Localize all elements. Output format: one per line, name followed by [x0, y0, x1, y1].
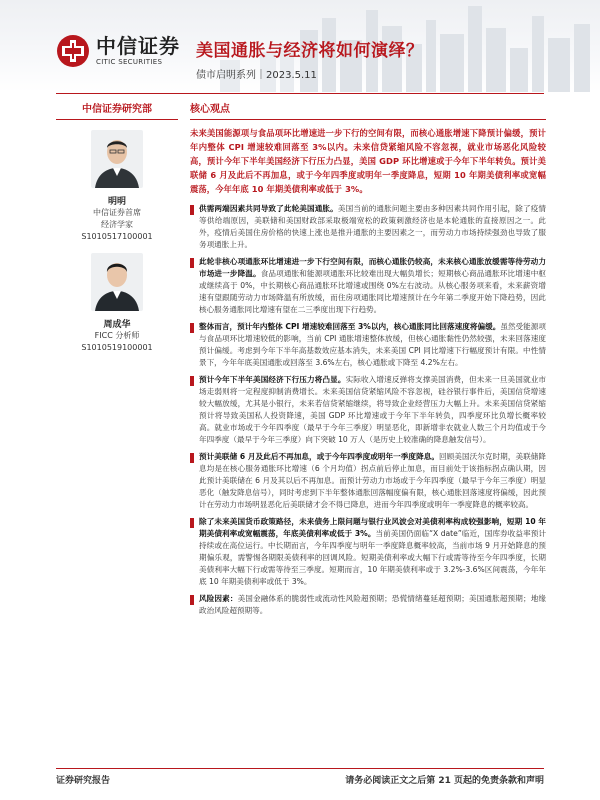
key-point — [190, 321, 546, 369]
key-point-body: 回顾美国沃尔克时期，美联储降息均是在核心服务通胀环比增速（6 个月均值）拐点前后停止加息，而目前处于该指标拐点确认期，因此预计美联储在 6 月及其以后不再加息。而预计劳动力市场或于今年四季度（最早于今年三季度）明显恶化（触发降息信号），同时考虑到下半年整体通胀回落幅度偏有限，核心通胀回落速度将偏缓，因此预计在劳动力市场明显恶化后美联储才会不得已降息，进而今年四季度或明年一季度降息的概率较高。 — [199, 452, 546, 509]
analyst-card — [56, 130, 178, 243]
analyst-license: S1010519100001 — [81, 343, 153, 352]
key-point-body: 美国金融体系的脆弱性或流动性风险超预期；恐慌情绪蔓延超预期；美国通胀超预期；地缘政治风险超预期等。 — [199, 594, 547, 615]
key-point-lead: 供需两端因素共同导致了此轮美国通胀。 — [199, 204, 338, 213]
brand-name-cn: 中信证券 — [96, 34, 180, 58]
bullet-marker — [190, 323, 194, 333]
section-title: 核心观点 — [190, 100, 546, 120]
footer-label: 证券研究报告 — [56, 776, 111, 786]
key-point-lead: 此轮非核心项通胀环比增速进一步下行空间有限，而核心通胀仍较高，未来核心通胀放缓需等待劳动力市场进一步降温。 — [199, 257, 546, 278]
bullet-marker — [190, 453, 194, 463]
key-point-body: 当前美国仍面临“X date”临近，国库券收益率预计持续或在高位运行。中长期而言，今年四季度与明年一季度降息概率较高，当前市场 9 月开始降息的预期偏乐观，需警惕各期限美债利率的回调风险。短期美债利率或大幅下行或需等待至今年四季度，长期美债利率大幅下行或需等待至三季度。短期而言，10 年期美债利率或于 3.2%-3.6%区间震荡，今年年底 10 年期美债利率或低于 3%。 — [199, 529, 546, 586]
bullet-marker — [190, 205, 194, 215]
key-points-list — [190, 203, 546, 617]
bullet-marker — [190, 518, 194, 528]
key-point — [190, 451, 546, 511]
key-point-body: 虽然受能源项与食品项环比增速较低的影响，当前 CPI 通胀增速整体放缓，但核心通胀黏性仍然较强，未来回落速度预计偏缓。考虑到今年下半年高基数效应基本消失，未来美国 CPI 同比增速下行幅度预计有限。中性情景下，今年年底美国通胀或回落至 3.6%左右，核心通胀或下降至 4.2%左右。 — [199, 322, 546, 367]
analyst-photo — [91, 253, 143, 311]
key-point — [190, 593, 546, 617]
core-views — [190, 100, 546, 622]
key-point — [190, 374, 546, 446]
analyst-license: S1010517100001 — [81, 232, 153, 241]
footer-divider — [56, 768, 544, 769]
key-point — [190, 516, 546, 588]
citic-logo — [56, 34, 180, 68]
report-title: 美国通胀与经济将如何演绎？ — [196, 41, 424, 61]
analyst-title: FICC 分析师 — [94, 331, 140, 340]
brand-name-en: CITIC SECURITIES — [96, 58, 163, 66]
analyst-photo — [91, 130, 143, 188]
citic-logo-icon — [56, 34, 90, 68]
key-point-lead: 预计今年下半年美国经济下行压力将凸显。 — [199, 375, 346, 384]
disclaimer-notice: 请务必阅读正文之后第 21 页起的免责条款和声明 — [345, 776, 544, 786]
bullet-marker — [190, 258, 194, 268]
key-point-lead: 整体而言，预计年内整体 CPI 增速较难回落至 3%以内，核心通胀同比回落速度将偏缓。 — [199, 322, 501, 331]
bullet-marker — [190, 595, 194, 605]
report-subtitle: 债市启明系列｜2023.5.11 — [196, 70, 317, 81]
analyst-name: 周成华 — [103, 320, 131, 330]
key-point-body: 食品项通胀和能源项通胀环比较难出现大幅负增长；短期核心商品通胀环比增速中枢或继续高于 0%，中长期核心商品通胀环比增速或围绕 0%左右波动。从核心服务项来看，未来薪资增速有望跟随劳动力市场降温有所放缓，而住房项通胀同比增速预计在今年第二季度开始下降趋势，因此核心服务通胀同比增速有望在二三季度出现下行趋势。 — [199, 269, 547, 314]
analyst-title: 中信证券首席 — [93, 208, 141, 217]
report-header — [0, 0, 600, 92]
analyst-card — [56, 253, 178, 354]
key-point — [190, 256, 546, 316]
research-department: 中信证券研究部 — [56, 100, 178, 120]
analyst-name: 明明 — [107, 197, 126, 207]
summary-paragraph: 未来美国能源项与食品项环比增速进一步下行的空间有限，而核心通胀增速下降预计偏缓，预计年内整体 CPI 增速较难回落至 3%以内。未来信贷紧缩风险不容忽视，就业市场恶化风险较高，预计今年下半年美国经济下行压力凸显，美国 GDP 环比增速或于今年下半年转负。预计美联储 6 月及此后不再加息，或于今年四季度或明年一季度降息，短期 10 年期美债利率或宽幅震荡，今年年底 10 年期美债利率或低于 3%。 — [190, 128, 546, 194]
bullet-marker — [190, 376, 194, 386]
analyst-title: 经济学家 — [101, 220, 133, 229]
key-point-body: 美国当前的通胀问题主要由多种因素共同作用引起，除了疫情等供给端原因，美联储和美国财政部采取极端宽松的政策刺激经济也是本轮通胀的直接原因之一。此外，疫情后美国住房价格的快速上涨也是推升通胀的主要因素之一，而劳动力市场持续强劲也导致了服务项通胀上升。 — [199, 204, 547, 249]
key-point-lead: 风险因素： — [199, 594, 238, 603]
header-divider — [56, 93, 544, 94]
key-point-body: 实际收入增速反弹将支撑美国消费，但未来一旦美国就业市场走弱则将一定程度抑制消费增长。未来美国信贷紧缩风险不容忽视，硅谷银行事件后，美国信贷增速较大幅放缓，尤其是小银行，未来若信贷紧缩继续，将导致企业经营压力大幅上升。未来美国信贷紧缩预计将导致美国私人投资降速，美国 GDP 环比增速或于今年下半年转负，四季度环比负增长概率较高。就业市场或于今年四季度（最早于今年三季度）明显恶化，即新增非农就业人数三个月均值或于今年四季度（最早于今年三季度）向下突破 10 万人（是历史上较准确的降息触发信号）。 — [199, 375, 546, 444]
key-point-lead: 除了未来美国货币政策路径，未来债务上限问题与银行业风波会对美债利率构成较强影响，短期 10 年期美债利率或宽幅震荡，年底美债利率或低于 3%。 — [199, 517, 546, 538]
key-point — [190, 203, 546, 251]
analyst-sidebar — [56, 100, 178, 354]
key-point-lead: 预计美联储 6 月及此后不再加息，或于今年四季度或明年一季度降息。 — [199, 452, 440, 461]
